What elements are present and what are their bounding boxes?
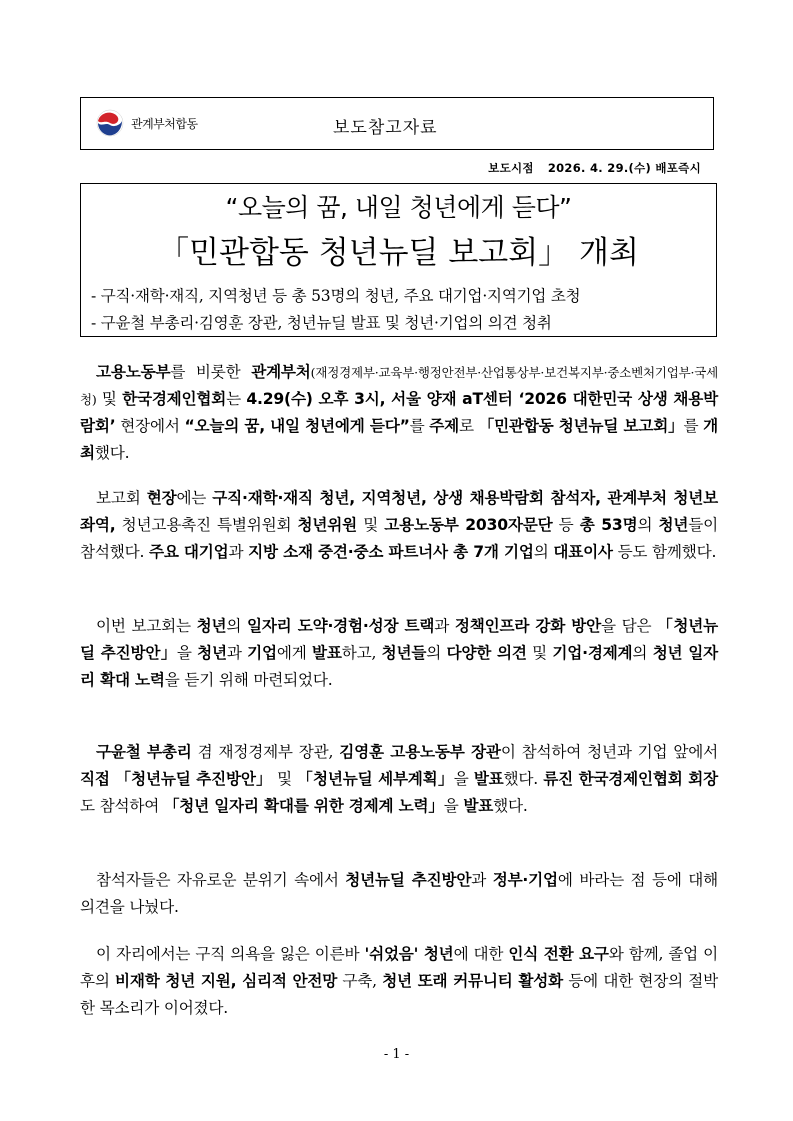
text-run: 했다.: [94, 444, 130, 462]
text-run: 에 대한: [453, 945, 509, 963]
text-run: 에는: [176, 489, 213, 507]
government-logo: [95, 108, 198, 138]
text-run: 들이 참석했다.: [80, 516, 718, 561]
bold-run: 직접 「청년뉴딜 추진방안」: [80, 770, 272, 788]
bold-run: 발표: [463, 797, 494, 815]
text-run: 보고회: [96, 489, 147, 507]
text-run: 의: [632, 644, 653, 662]
text-run: 과: [228, 543, 249, 561]
header-box: [80, 97, 714, 150]
text-run: 등에 대한 현장의 절박한 목소리가 이어졌다.: [80, 972, 718, 1017]
bold-run: 청년 일자리 확대 노력: [80, 644, 719, 689]
bold-run: 청년 또래 커뮤니티 활성화: [382, 972, 564, 990]
title-box: [80, 183, 717, 337]
text-run: 및: [526, 644, 553, 662]
text-run: 를: [683, 417, 704, 435]
text-run: 참석자들은 자유로운 분위기 속에서: [96, 871, 346, 889]
bold-run: 「청년뉴딜 추진방안」: [80, 617, 719, 662]
bold-run: 기업·경제계: [552, 644, 633, 662]
text-run: 했다.: [493, 797, 528, 815]
bold-run: 대표이사: [553, 543, 613, 561]
bold-run: 「민관합동 청년뉴딜 보고회」: [478, 417, 684, 435]
headline-main: 「민관합동 청년뉴딜 보고회」 개최: [158, 235, 639, 271]
subheadline-1: - 구직·재학·재직, 지역청년 등 총 53명의 청년, 주요 대기업·지역기업 초청: [91, 287, 581, 305]
text-run: 및: [96, 390, 123, 408]
text-run: 는: [226, 390, 247, 408]
bold-run: 구직·재학·재직 청년, 지역청년, 상생 채용박람회 참석자, 관계부처 청년보좌역,: [80, 489, 719, 534]
page-number: - 1 -: [383, 1047, 410, 1062]
release-date: 2026. 4. 29.(수) 배포즉시: [547, 161, 701, 175]
text-run: 의: [637, 516, 659, 534]
body-paragraph-3: [80, 613, 718, 694]
text-run: 청년고용촉진 특별위원회: [115, 516, 298, 534]
bold-run: 청년위원: [297, 516, 358, 534]
bold-run: 청년들: [381, 644, 427, 662]
taegeuk-emblem-icon: [95, 108, 125, 138]
text-run: 에 바라는 점 등에 대해 의견을 나눴다.: [80, 871, 718, 916]
text-run: 이번 보고회는: [96, 617, 197, 635]
org-name: 관계부처합동: [131, 116, 198, 131]
text-run: 이 참석하여 청년과 기업 앞에서: [500, 743, 718, 761]
bold-run: 「청년 일자리 확대를 위한 경제계 노력」: [163, 797, 444, 815]
document-type: 보도참고자료: [333, 118, 438, 138]
text-run: 에게: [276, 644, 313, 662]
bold-run: 류진 한국경제인협회 회장: [543, 770, 718, 788]
bold-run: 발표: [312, 644, 342, 662]
text-run: 및: [357, 516, 385, 534]
bold-run: 발표: [473, 770, 504, 788]
bold-run: 총 53명: [579, 516, 638, 534]
bold-run: 청년: [658, 516, 689, 534]
bold-run: 4.29(수) 오후 3시, 서울 양재 aT센터 ‘2026 대한민국 상생 채용박람회’: [80, 390, 718, 435]
bold-run: 주제: [429, 417, 460, 435]
subheadline-2: - 구윤철 부총리·김영훈 장관, 청년뉴딜 발표 및 청년·기업의 의견 청취: [91, 314, 552, 332]
bold-run: 현장: [146, 489, 177, 507]
bold-run: 지방 소재 중견·중소 파트너사 총 7개 기업: [248, 543, 534, 561]
bold-run: 구윤철 부총리: [96, 743, 192, 761]
bold-run: 일자리 도약·경험·성장 트랙: [246, 617, 435, 635]
text-run: 을 듣기 위해 마련되었다.: [164, 671, 333, 689]
text-run: (재정경제부·교육부·행정안전부·산업통상부·보건복지부·중소벤처기업부·국세청): [80, 365, 718, 407]
text-run: 구축,: [337, 972, 383, 990]
text-run: 등: [552, 516, 580, 534]
text-run: 했다.: [503, 770, 544, 788]
text-run: 의: [426, 644, 447, 662]
bold-run: 고용노동부 2030자문단: [384, 516, 553, 534]
body-paragraph-1: [80, 359, 718, 467]
text-run: 을: [443, 797, 464, 815]
text-run: 을 담은: [601, 617, 658, 635]
text-run: 을: [176, 644, 198, 662]
text-run: 의: [226, 617, 247, 635]
bold-run: 기업: [247, 644, 277, 662]
bold-run: 정부·기업: [492, 871, 558, 889]
text-run: 를: [409, 417, 430, 435]
bold-run: 다양한 의견: [446, 644, 527, 662]
bold-run: 「청년뉴딜 세부계획」: [297, 770, 454, 788]
text-run: 및: [271, 770, 298, 788]
bold-run: 주요 대기업: [148, 543, 229, 561]
text-run: 이 자리에서는 구직 의욕을 잃은 이른바: [96, 945, 365, 963]
text-run: 등도 함께했다.: [612, 543, 717, 561]
body-paragraph-6: [80, 941, 718, 1022]
bold-run: 청년: [196, 617, 227, 635]
release-label: 보도시점: [488, 161, 534, 175]
body-paragraph-2: [80, 485, 718, 566]
body-paragraph-5: [80, 867, 718, 921]
bold-run: 한국경제인협회: [122, 390, 227, 408]
text-run: 겸 재정경제부 장관,: [191, 743, 340, 761]
text-run: 을: [453, 770, 474, 788]
text-run: 하고,: [341, 644, 382, 662]
bold-run: 정책인프라 강화 방안: [454, 617, 602, 635]
bold-run: 고용노동부: [96, 363, 171, 381]
body-paragraph-4: [80, 739, 718, 820]
text-run: 로: [459, 417, 479, 435]
bold-run: 관계부처: [251, 363, 311, 381]
bold-run: 김영훈 고용노동부 장관: [339, 743, 501, 761]
bold-run: 청년: [197, 644, 227, 662]
text-run: 를 비롯한: [170, 363, 252, 381]
bold-run: “오늘의 꿈, 내일 청년에게 듣다”: [184, 417, 410, 435]
text-run: 과: [471, 871, 493, 889]
bold-run: 인식 전환 요구: [508, 945, 609, 963]
bold-run: 비재학 청년 지원, 심리적 안전망: [115, 972, 338, 990]
text-run: 의: [533, 543, 554, 561]
bold-run: 개최: [80, 417, 719, 462]
headline-quote: “오늘의 꿈, 내일 청년에게 듣다”: [225, 193, 572, 222]
bold-run: '쉬었음' 청년: [364, 945, 454, 963]
text-run: 와 함께, 졸업 이후의: [80, 945, 719, 990]
text-run: 과: [434, 617, 455, 635]
text-run: 도 참석하여: [80, 797, 164, 815]
release-time: [474, 160, 701, 176]
bold-run: 청년뉴딜 추진방안: [345, 871, 472, 889]
text-run: 과: [226, 644, 248, 662]
text-run: 현장에서: [115, 417, 185, 435]
